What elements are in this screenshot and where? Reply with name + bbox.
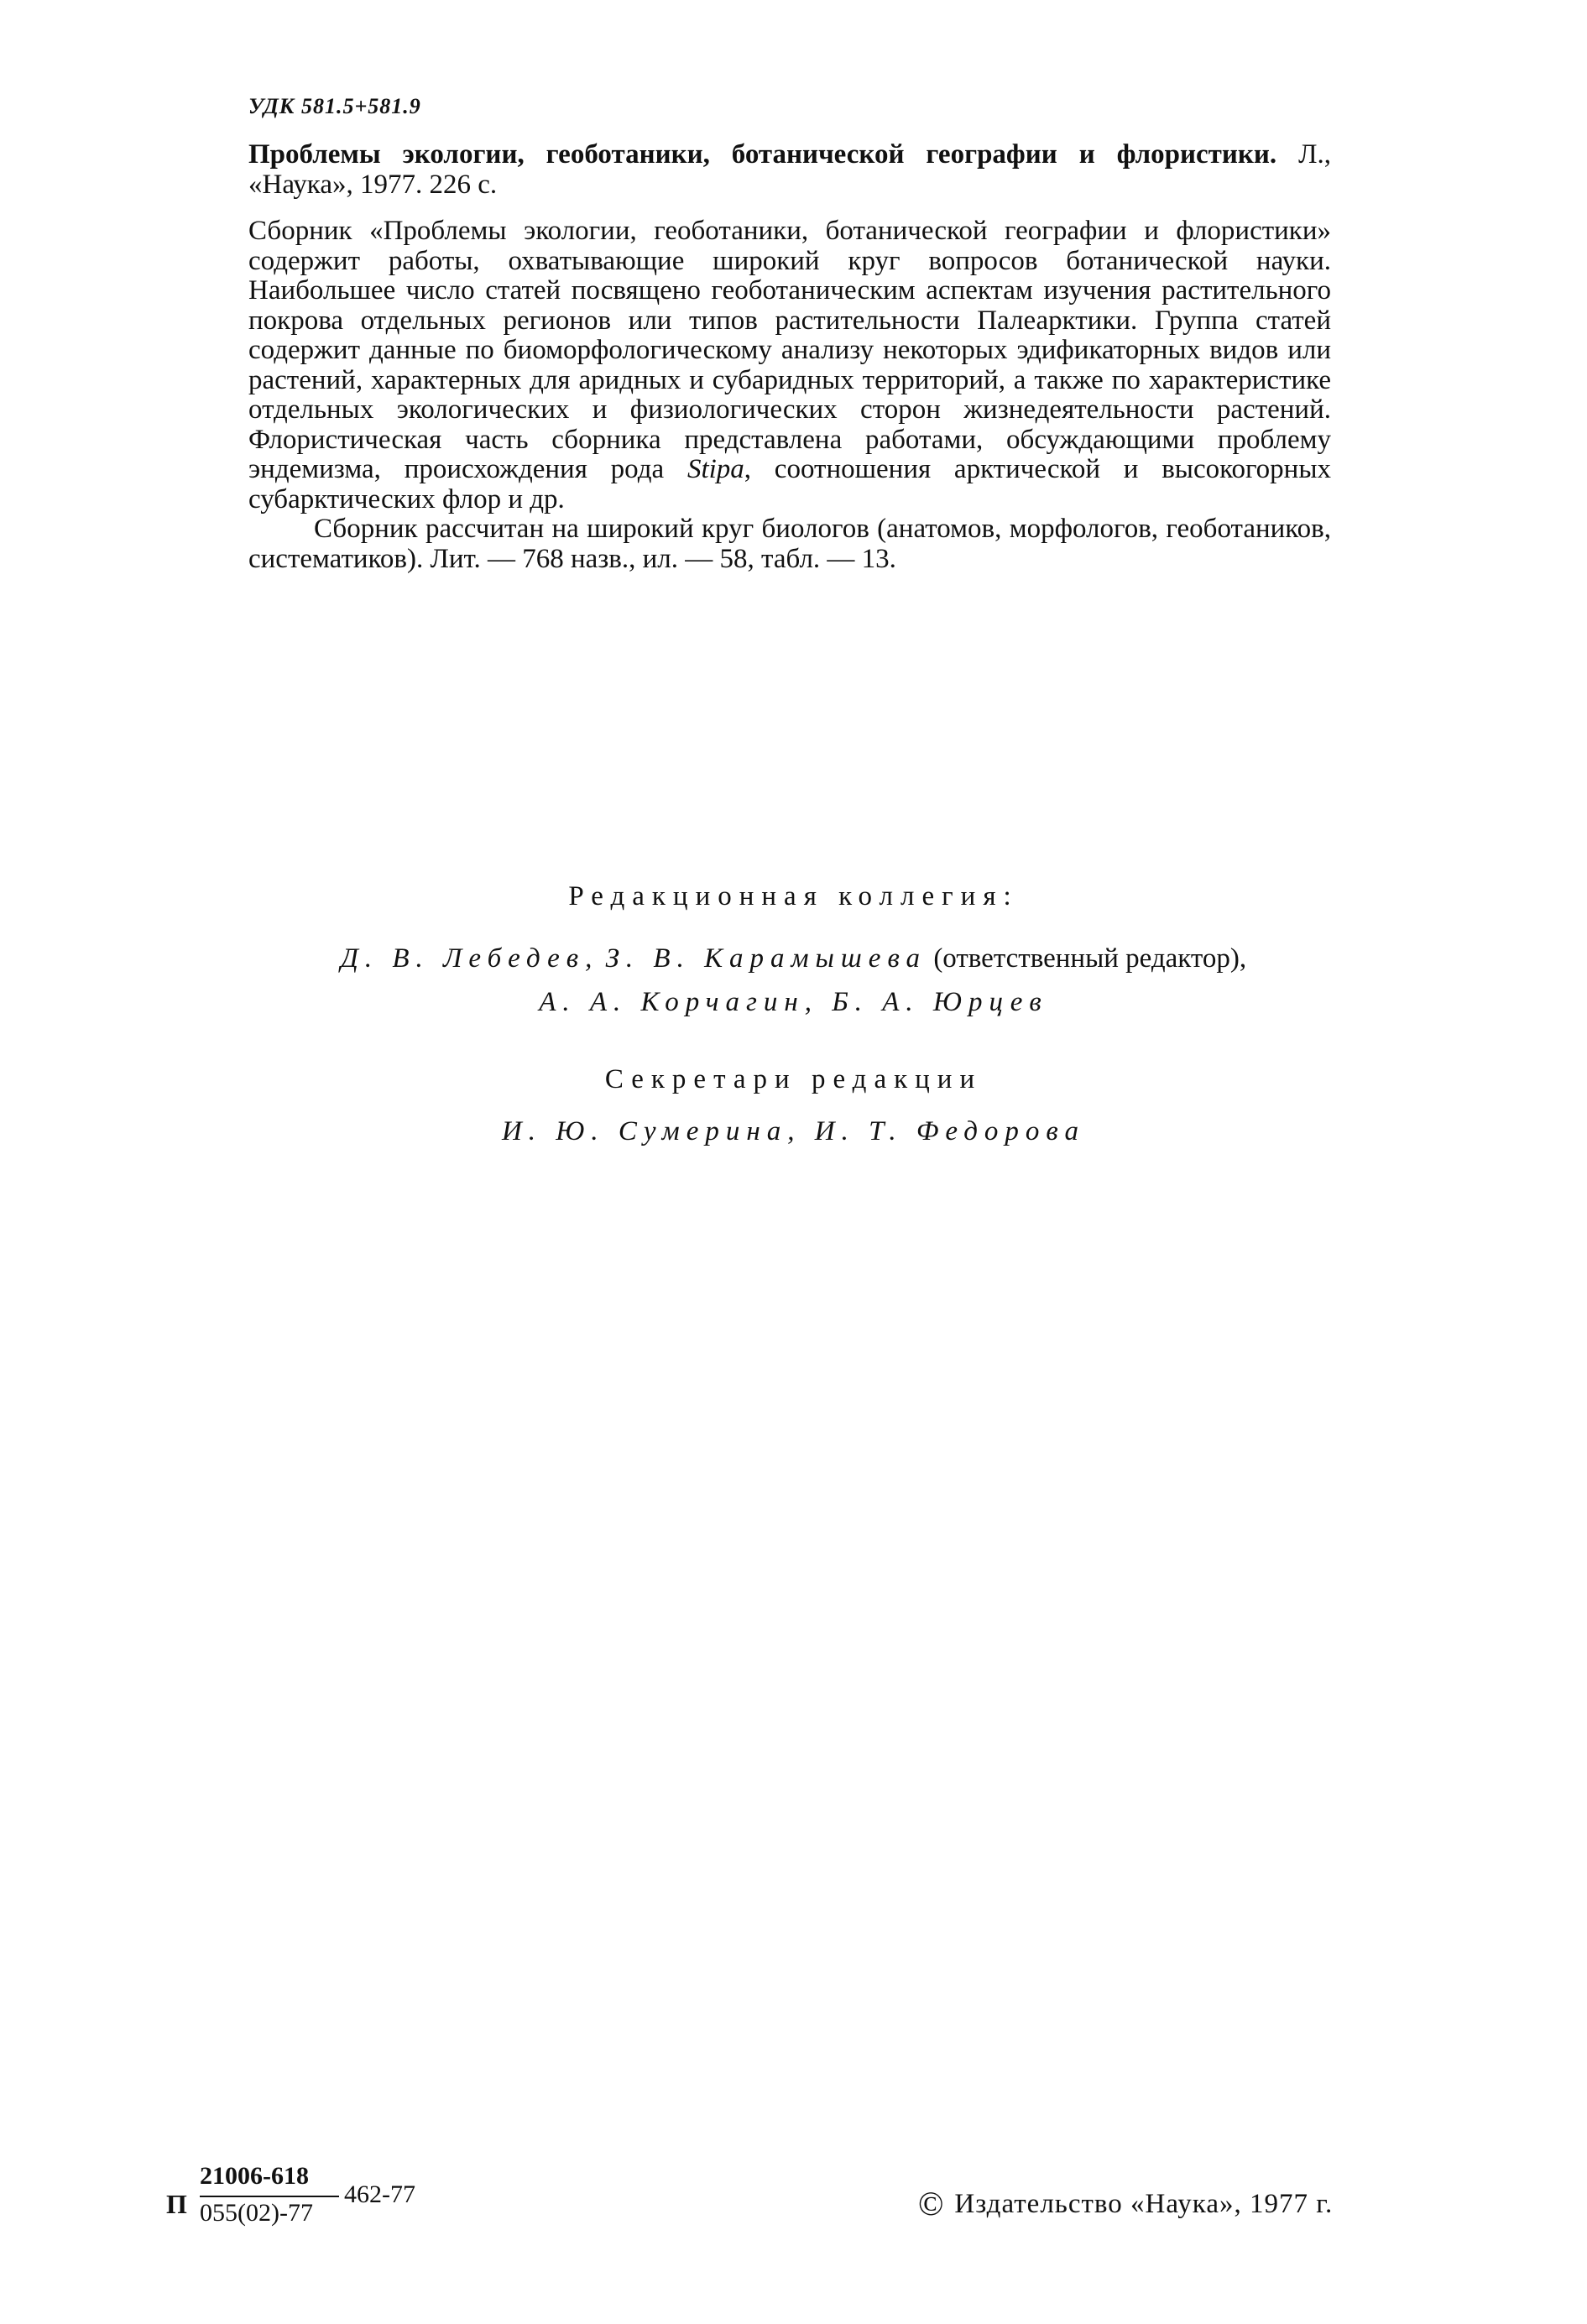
publication-index — [166, 2155, 468, 2248]
copyright-notice — [918, 2184, 1333, 2223]
index-suffix: 462-77 — [344, 2180, 415, 2208]
editor-names: А. А. Корчагин, Б. А. Юрцев — [539, 987, 1048, 1017]
abstract — [248, 217, 1331, 574]
abstract-paragraph-2: Сборник рассчитан на широкий круг биологов (анатомов, морфологов, геоботаников, систематиков). Лит. — 768 назв., ил. — 58, табл. — 13. — [248, 514, 1331, 574]
book-imprint: Л., «Наука», 1977. 226 с. — [248, 139, 1331, 200]
abstract-text-end: , соотношения арктической и высокогорных субарктических флор и др. — [248, 454, 1331, 514]
copyright-icon: © — [918, 2185, 945, 2222]
udk-code: УДК 581.5+581.9 — [248, 94, 421, 118]
bibliographic-record — [248, 139, 1331, 200]
chief-editor-role: (ответственный редактор), — [933, 943, 1247, 974]
abstract-text: Сборник «Проблемы экологии, геоботаники, ботанической географии и флористики» содержит работы, охватывающие широкий круг вопросов ботанической науки. Наибольшее число статей посвящено геоботаническим аспектам изучения растительного покрова отдельных регионов или типов растительности Палеарктики. Группа статей содержит данные по биоморфологическому анализу некоторых эдификаторных видов или растений, характерных для аридных и субаридных территорий, а также по характеристике отдельных экологических и физиологических сторон жизнедеятельности растений. Флористическая часть сборника представлена работами, обсуждающими проблему эндемизма, происхождения рода — [248, 216, 1331, 484]
index-letter: П — [166, 2189, 187, 2219]
editorial-board-line-1 — [0, 937, 1587, 980]
editor-name: Д. В. Лебедев, — [340, 943, 599, 974]
index-denominator: 055(02)-77 — [200, 2199, 313, 2227]
genus-name: Stipa — [686, 454, 744, 484]
secretaries-names: И. Ю. Сумерина, И. Т. Федорова — [501, 1116, 1086, 1146]
editorial-board-line-2 — [0, 980, 1587, 1024]
abstract-paragraph-1 — [248, 217, 1331, 514]
fraction-rule — [200, 2196, 339, 2197]
secretaries-heading: Секретари редакции — [604, 1064, 983, 1094]
secretaries-names-line — [0, 1110, 1587, 1153]
copyright-text: Издательство «Наука», 1977 г. — [954, 2189, 1334, 2219]
book-title: Проблемы экологии, геоботаники, ботанической географии и флористики. — [248, 139, 1277, 170]
chief-editor-name: З. В. Карамышева — [605, 943, 927, 974]
index-numerator: 21006-618 — [200, 2162, 309, 2190]
editorial-board-heading: Редакционная коллегия: — [568, 881, 1019, 911]
